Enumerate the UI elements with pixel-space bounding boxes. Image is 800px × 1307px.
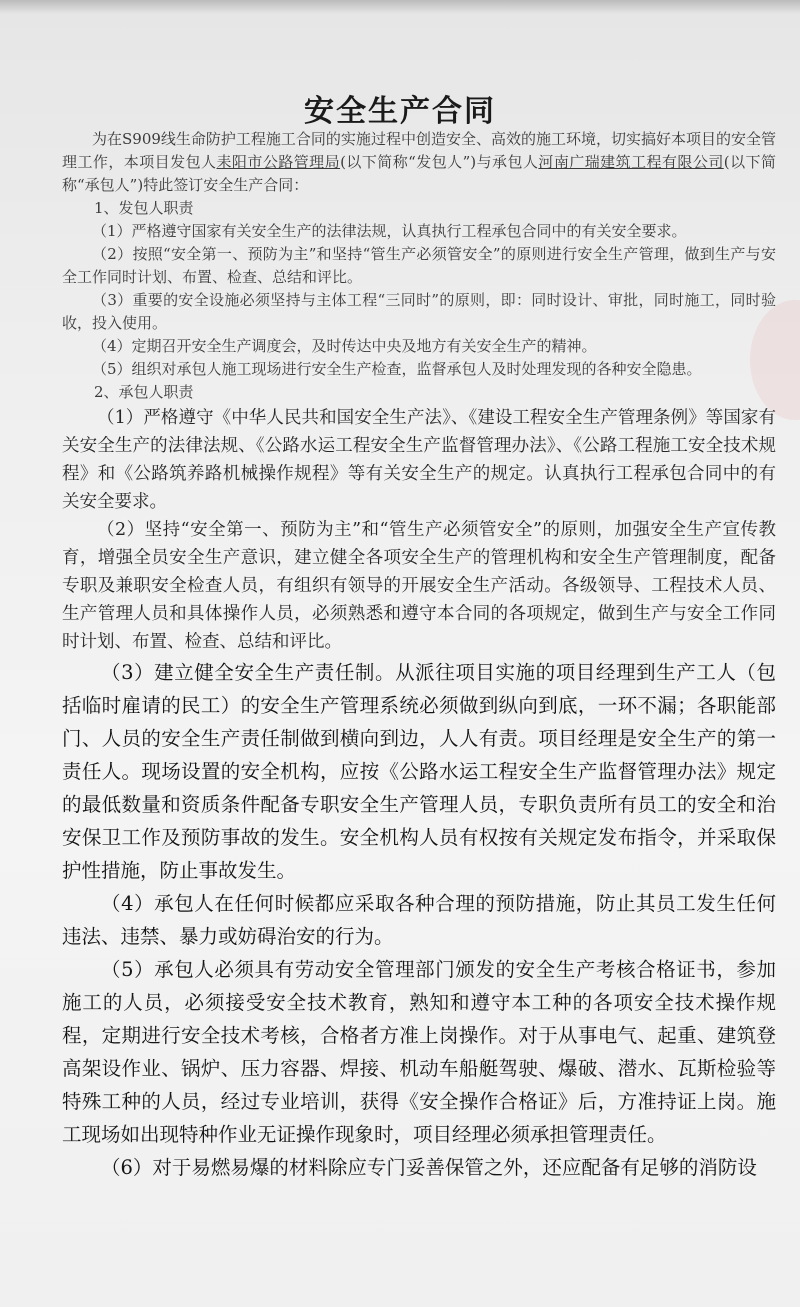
section1-item: （3）重要的安全设施必须坚持与主体工程“三同时”的原则，即：同时设计、审批，同时施工，同时验收，投入使用。 [62, 291, 776, 332]
intro-text-2: (以下简称“发包人”)与承包人 [340, 153, 539, 171]
section2-item: （1）严格遵守《中华人民共和国安全生产法》、《建设工程安全生产管理条例》等国家有关安全生产的法律法规、《公路水运工程安全生产监督管理办法》、《公路工程施工安全技术规程》和《公路筑养路机械操作规程》等有关安全生产的规定。认真执行工程承包合同中的有关安全要求。 [62, 408, 776, 512]
section1-item: （1）严格遵守国家有关安全生产的法律法规，认真执行工程承包合同中的有关安全要求。 [92, 222, 687, 240]
section2-item: （2）坚持“安全第一、预防为主”和“管生产必须管安全”的原则，加强安全生产宣传教育，增强全员安全生产意识，建立健全各项安全生产的管理机构和安全生产管理制度，配备专职及兼职安全检查人员，有组织有领导的开展安全生产活动。各级领导、工程技术人员、生产管理人员和具体操作人员，必须熟悉和遵守本合同的各项规定，做到生产与安全工作同时计划、布置、检查、总结和评比。 [62, 520, 776, 652]
document-title: 安全生产合同 [304, 94, 496, 129]
section1-item: （4）定期召开安全生产调度会，及时传达中央及地方有关安全生产的精神。 [92, 337, 597, 355]
employer-name: 耒阳市公路管理局 [216, 153, 341, 171]
section1-heading: 1、发包人职责 [94, 199, 194, 217]
section1-item: （2）按照“安全第一、预防为主”和坚持“管生产必须管安全”的原则进行安全生产管理，做到生产与安全工作同时计划、布置、检查、总结和评比。 [62, 245, 776, 286]
contractor-name: 河南广瑞建筑工程有限公司 [538, 153, 724, 171]
intro-text-3: (以下简称“承包人”)特此签订安全生产合同： [62, 153, 776, 194]
intro-paragraph [62, 128, 776, 197]
intro-text-1: 为在S909线生命防护工程施工合同的实施过程中创造安全、高效的施工环境，切实搞好本项目的安全管理工作，本项目发包人 [62, 130, 776, 171]
section1-item: （5）组织对承包人施工现场进行安全生产检查，监督承包人及时处理发现的各种安全隐患。 [92, 360, 702, 378]
document-body [62, 128, 776, 1184]
page-edge-shadow [0, 0, 800, 14]
section2-heading: 2、承包人职责 [94, 383, 194, 401]
section2-item: （4）承包人在任何时候都应采取各种合理的预防措施，防止其员工发生任何违法、违禁、暴力或妨碍治安的行为。 [62, 892, 776, 948]
section2-item: （5）承包人必须具有劳动安全管理部门颁发的安全生产考核合格证书，参加施工的人员，必须接受安全技术教育，熟知和遵守本工种的各项安全技术操作规程，定期进行安全技术考核，合格者方准上岗操作。对于从事电气、起重、建筑登高架设作业、锅炉、压力容器、焊接、机动车船艇驾驶、爆破、潜水、瓦斯检验等特殊工种的人员，经过专业培训，获得《安全操作合格证》后，方准持证上岗。施工现场如出现特种作业无证操作现象时，项目经理必须承担管理责任。 [62, 958, 776, 1146]
section2-item: （3）建立健全安全生产责任制。从派往项目实施的项目经理到生产工人（包括临时雇请的民工）的安全生产管理系统必须做到纵向到底，一环不漏；各职能部门、人员的安全生产责任制做到横向到边，人人有责。项目经理是安全生产的第一责任人。现场设置的安全机构，应按《公路水运工程安全生产监督管理办法》规定的最低数量和资质条件配备专职安全生产管理人员，专职负责所有员工的安全和治安保卫工作及预防事故的发生。安全机构人员有权按有关规定发布指令，并采取保护性措施，防止事故发生。 [62, 661, 776, 882]
section2-item: （6）对于易燃易爆的材料除应专门妥善保管之外，还应配备有足够的消防设 [101, 1156, 757, 1179]
